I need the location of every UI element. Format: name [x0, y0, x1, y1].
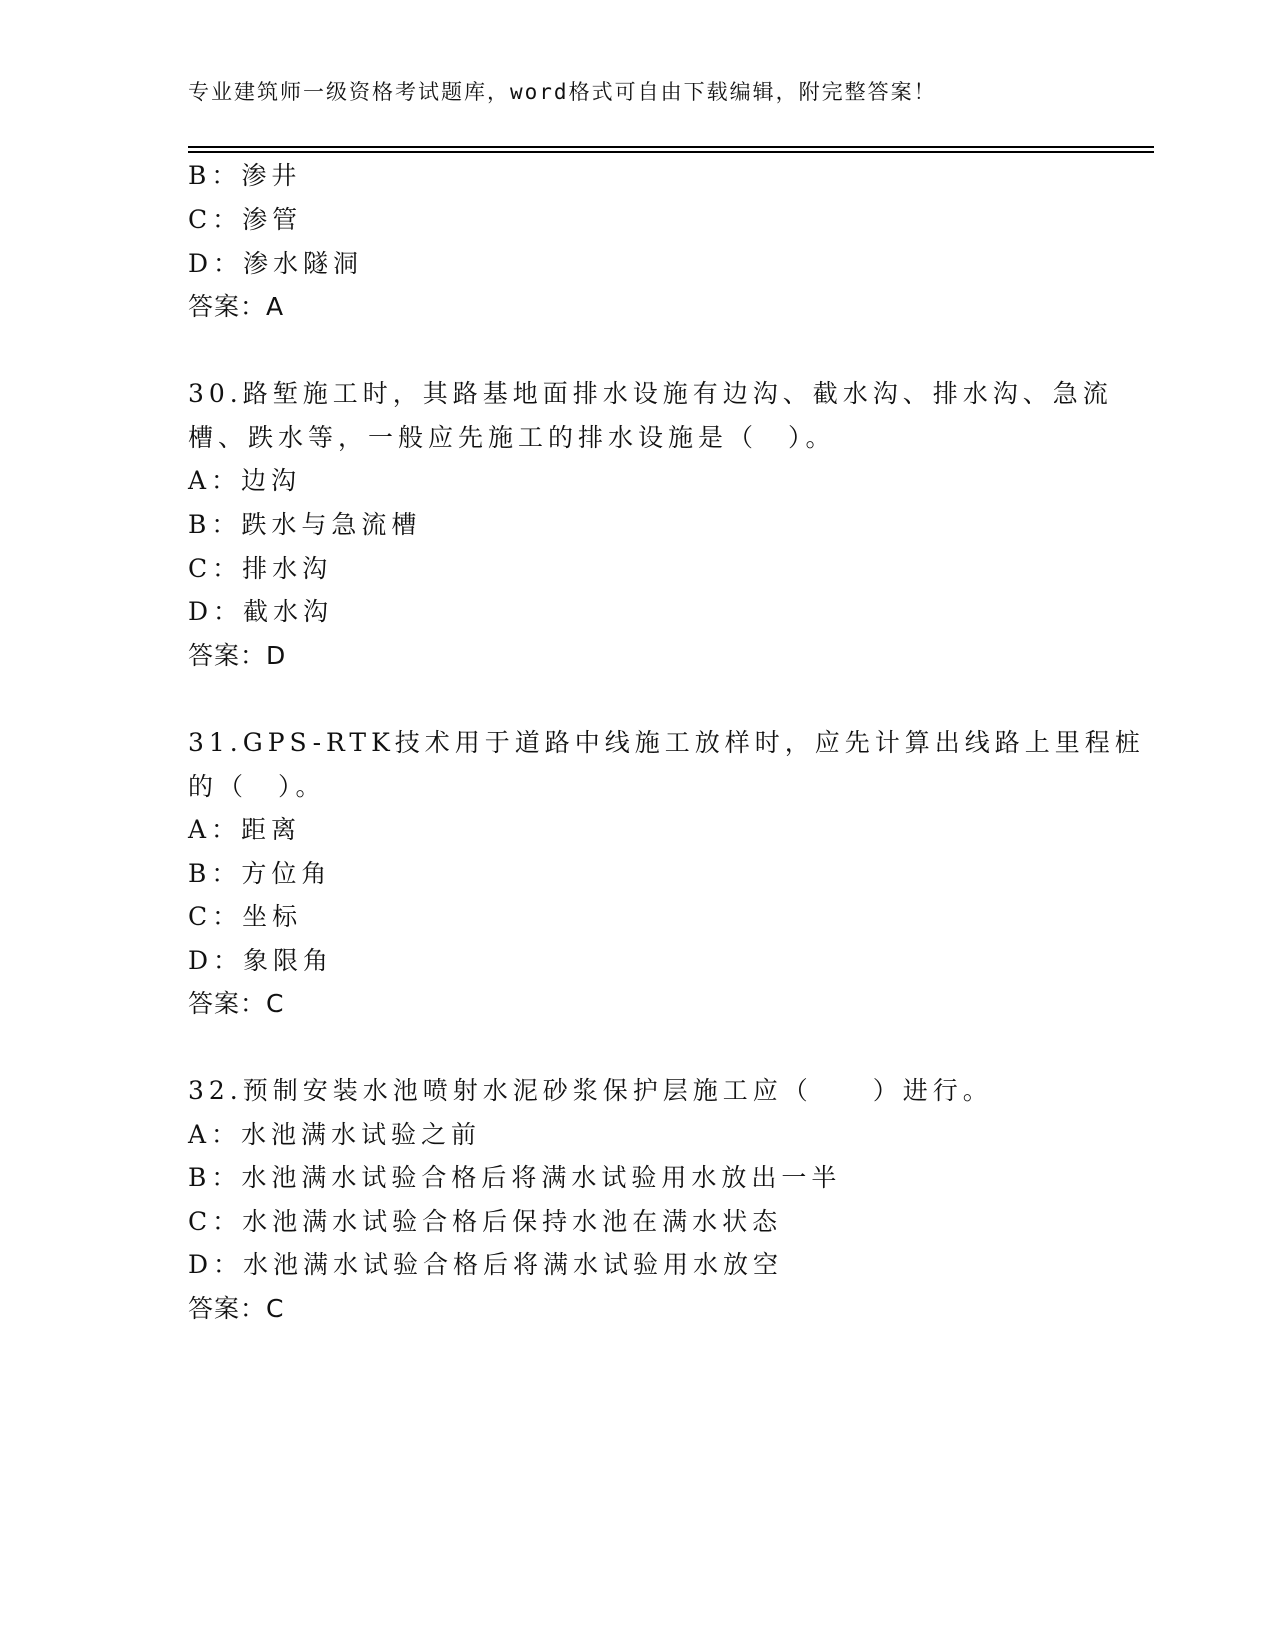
- option-b: B：跌水与急流槽: [188, 510, 422, 539]
- option-c: C：坐标: [188, 902, 303, 931]
- header-rule-top: [188, 146, 1154, 148]
- option-a: A：边沟: [188, 466, 302, 495]
- option-c: C：渗管: [188, 205, 303, 234]
- option-d: D：水池满水试验合格后将满水试验用水放空: [188, 1250, 784, 1279]
- answer-line: 答案：A: [188, 292, 285, 321]
- option-d: D：象限角: [188, 946, 334, 975]
- option-a: A：距离: [188, 815, 302, 844]
- answer-line: 答案：C: [188, 989, 285, 1018]
- option-a: A：水池满水试验之前: [188, 1120, 482, 1149]
- option-b: B：水池满水试验合格后将满水试验用水放出一半: [188, 1163, 842, 1192]
- question-stem: 32.预制安装水池喷射水泥砂浆保护层施工应（ ）进行。: [188, 1076, 993, 1105]
- option-b: B：方位角: [188, 859, 332, 888]
- option-c: C：排水沟: [188, 554, 333, 583]
- option-d: D：截水沟: [188, 597, 334, 626]
- page-header: 专业建筑师一级资格考试题库，word格式可自由下载编辑，附完整答案！: [188, 80, 937, 104]
- header-rule-bottom: [188, 151, 1154, 153]
- answer-line: 答案：C: [188, 1294, 285, 1323]
- question-stem: 31.GPS-RTK技术用于道路中线施工放样时，应先计算出线路上里程桩: [188, 728, 1145, 757]
- option-d: D：渗水隧洞: [188, 249, 364, 278]
- question-stem: 槽、跌水等，一般应先施工的排水设施是（ ）。: [188, 423, 836, 452]
- option-b: B：渗井: [188, 161, 302, 190]
- answer-line: 答案：D: [188, 641, 287, 670]
- question-stem: 的（ ）。: [188, 772, 326, 801]
- option-c: C：水池满水试验合格后保持水池在满水状态: [188, 1207, 783, 1236]
- question-stem: 30.路堑施工时，其路基地面排水设施有边沟、截水沟、排水沟、急流: [188, 379, 1113, 408]
